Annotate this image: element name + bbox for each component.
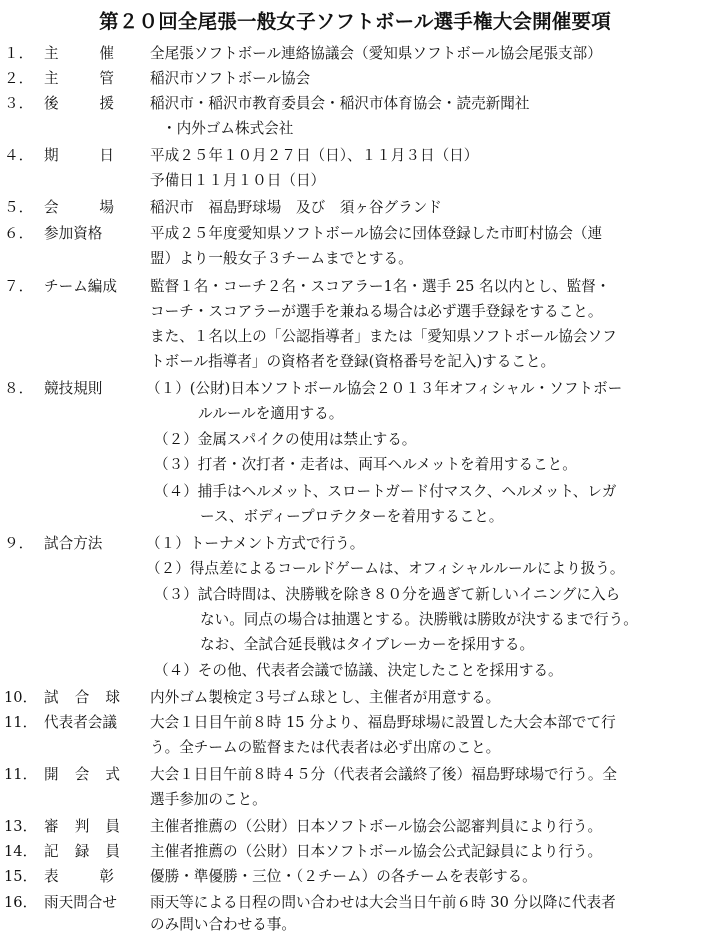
rules-item-1: （１）(公財)日本ソフトボール協会２０１３年オフィシャル・ソフトボー <box>146 380 623 397</box>
item-number: 11． <box>4 714 38 731</box>
item-text-date: 平成２５年１０月２７日（日）、１１月３日（日） <box>150 147 479 164</box>
rules-item-1-cont: ルルールを適用する。 <box>198 405 344 422</box>
item-text-team: 監督１名・コーチ２名・スコアラー1名・選手 25 名以内とし、監督・ <box>150 278 611 295</box>
item-number: ５． <box>4 199 34 216</box>
item-text-awards: 優勝・準優勝・三位・（２チーム）の各チームを表彰する。 <box>150 868 537 885</box>
item-number: 16． <box>4 894 38 911</box>
item-number: ３． <box>4 95 34 112</box>
item-text-opening-cont: 選手参加のこと。 <box>150 791 267 808</box>
item-label-awards: 表 彰 <box>44 868 114 885</box>
item-label-team: チーム編成 <box>44 278 117 295</box>
method-item-3-cont: なお、全試合延長戦はタイブレーカーを採用する。 <box>200 636 535 653</box>
item-number: ６． <box>4 225 34 242</box>
item-label-meeting: 代表者会議 <box>44 714 117 731</box>
item-number: １． <box>4 45 34 62</box>
item-number: ８． <box>4 380 34 397</box>
item-number: 10． <box>4 689 38 706</box>
item-label-organizer: 主 催 <box>44 45 114 62</box>
method-item-2: （２）得点差によるコールドゲームは、オフィシャルルールにより扱う。 <box>146 560 625 577</box>
item-text-scorers: 主催者推薦の（公財）日本ソフトボール協会公式記録員により行う。 <box>150 843 603 860</box>
item-text-team-cont: トボール指導者」の資格者を登録(資格番号を記入)すること。 <box>150 353 556 370</box>
rules-item-4-cont: ース、ボディープロテクターを着用すること。 <box>200 508 504 525</box>
item-label-eligibility: 参加資格 <box>44 225 103 242</box>
method-item-3-cont: ない。同点の場合は抽選とする。決勝戦は勝敗が決するまで行う。 <box>200 611 638 628</box>
item-text-meeting-cont: う。全チームの監督または代表者は必ず出席のこと。 <box>150 739 501 756</box>
item-text-venue: 稲沢市 福島野球場 及び 須ヶ谷グランド <box>150 199 442 216</box>
method-item-1: （１）トーナメント方式で行う。 <box>146 535 365 552</box>
item-label-umpires: 審 判 員 <box>44 818 120 835</box>
item-text-team-cont: コーチ・スコアラーが選手を兼ねる場合は必ず選手登録をすること。 <box>150 303 603 320</box>
item-text-eligibility-cont: 盟）より一般女子３チームまでとする。 <box>150 250 413 267</box>
item-number: 14． <box>4 843 38 860</box>
item-number: ７． <box>4 278 34 295</box>
item-text-support: 稲沢市・稲沢市教育委員会・稲沢市体育協会・読売新聞社 <box>150 95 530 112</box>
item-text-meeting: 大会１日目午前８時 15 分より、福島野球場に設置した大会本部でて行 <box>150 714 616 731</box>
item-label-management: 主 管 <box>44 70 114 87</box>
item-text-organizer: 全尾張ソフトボール連絡協議会（愛知県ソフトボール協会尾張支部） <box>150 45 602 62</box>
item-label-ball: 試 合 球 <box>44 689 120 706</box>
item-label-venue: 会 場 <box>44 199 114 216</box>
item-text-umpires: 主催者推薦の（公財）日本ソフトボール協会公認審判員により行う。 <box>150 818 603 835</box>
item-text-opening: 大会１日目午前８時４５分（代表者会議終了後）福島野球場で行う。全 <box>150 766 618 783</box>
item-label-method: 試合方法 <box>44 535 103 552</box>
item-number: ４． <box>4 147 34 164</box>
item-text-team-cont: また、１名以上の「公認指導者」または「愛知県ソフトボール協会ソフ <box>150 328 617 345</box>
item-text-eligibility: 平成２５年度愛知県ソフトボール協会に団体登録した市町村協会（連 <box>150 225 603 242</box>
item-number: ２． <box>4 70 34 87</box>
item-number: 13． <box>4 818 38 835</box>
item-label-rules: 競技規則 <box>44 380 103 397</box>
method-item-4: （４）その他、代表者会議で協議、決定したことを採用する。 <box>154 662 563 679</box>
item-number: ９． <box>4 535 34 552</box>
rules-item-2: （２）金属スパイクの使用は禁止する。 <box>154 431 417 448</box>
document-title: 第２０回全尾張一般女子ソフトボール選手権大会開催要項 <box>99 10 611 33</box>
item-text-rain: 雨天等による日程の問い合わせは大会当日午前６時 30 分以降に代表者 <box>150 894 616 911</box>
item-label-opening: 開 会 式 <box>44 766 120 783</box>
method-item-3: （３）試合時間は、決勝戦を除き８０分を過ぎて新しいイニングに入ら <box>154 586 621 603</box>
item-label-support: 後 援 <box>44 95 114 112</box>
item-text-rain-cont: のみ問い合わせる事。 <box>150 916 296 933</box>
item-number: 15． <box>4 868 38 885</box>
rules-item-4: （４）捕手はヘルメット、スロートガード付マスク、ヘルメット、レガ <box>154 483 617 500</box>
item-text-ball: 内外ゴム製検定３号ゴム球とし、主催者が用意する。 <box>150 689 501 706</box>
item-text-support-cont: ・内外ゴム株式会社 <box>162 120 294 137</box>
rules-item-3: （３）打者・次打者・走者は、両耳ヘルメットを着用すること。 <box>154 456 577 473</box>
item-label-rain: 雨天問合せ <box>44 894 117 911</box>
item-label-scorers: 記 録 員 <box>44 843 120 860</box>
item-text-date-reserve: 予備日１１月１０日（日） <box>150 172 326 189</box>
item-text-management: 稲沢市ソフトボール協会 <box>150 70 311 87</box>
item-label-date: 期 日 <box>44 147 114 164</box>
item-number: 11． <box>4 766 38 783</box>
